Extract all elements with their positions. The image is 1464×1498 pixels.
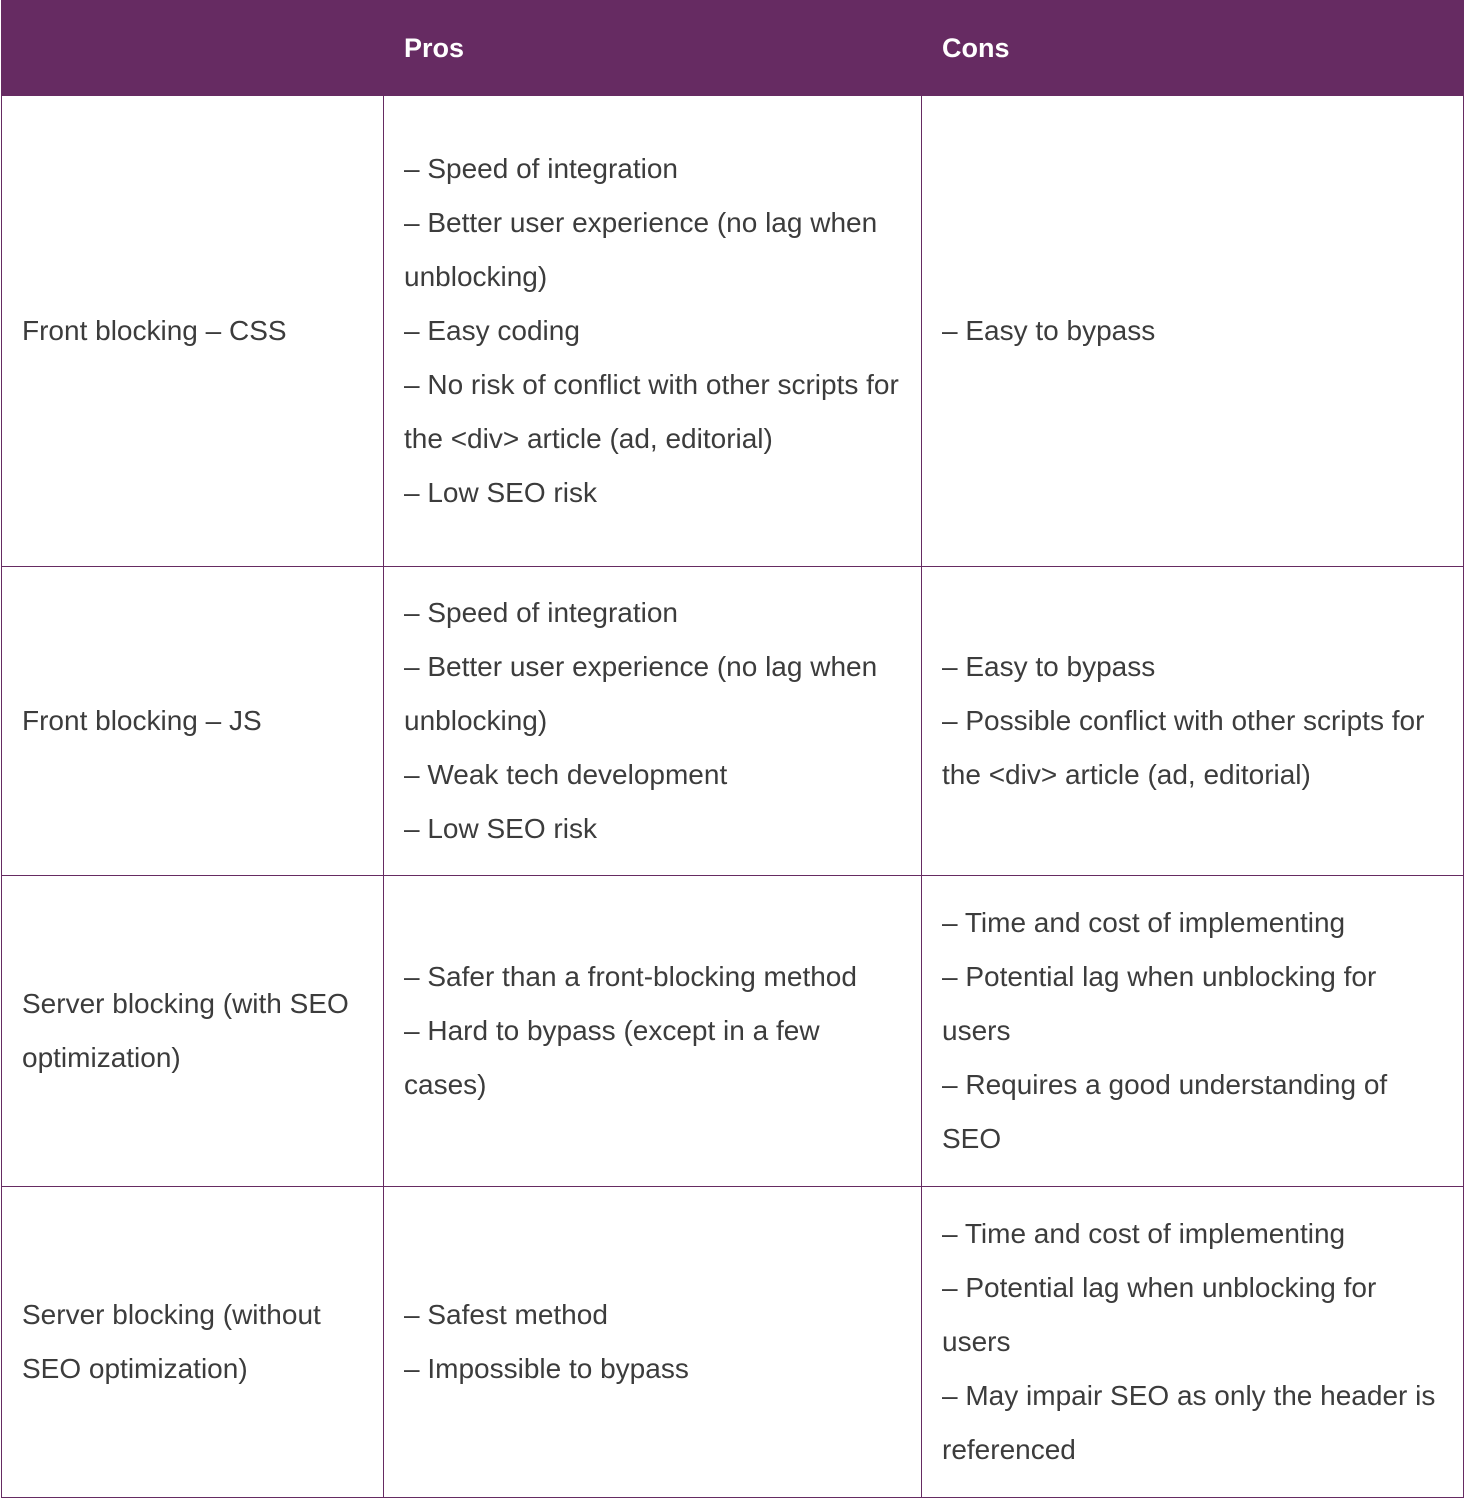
table-row [2,1187,1464,1498]
table-row [2,96,1464,567]
pros-item: – Impossible to bypass [404,1353,689,1384]
cons-cell [922,96,1464,567]
cons-cell [922,567,1464,876]
pros-item: – Better user experience (no lag when unblocking) [404,207,878,292]
method-cell: Server blocking (with SEO optimization) [2,876,384,1187]
header-cons: Cons [922,1,1464,96]
pros-cell [384,876,922,1187]
pros-item: – Easy coding [404,315,580,346]
pros-item: – Safest method [404,1299,608,1330]
header-method [2,1,384,96]
pros-cell [384,1187,922,1498]
cons-item: – Potential lag when unblocking for users [942,1272,1377,1357]
cons-item: – Potential lag when unblocking for users [942,961,1377,1046]
pros-item: – Low SEO risk [404,477,597,508]
cons-item: – Time and cost of implementing [942,907,1346,938]
pros-item: – No risk of conflict with other scripts for the <div> article (ad, editorial) [404,369,899,454]
pros-item: – Safer than a front-blocking method [404,961,857,992]
cons-cell [922,1187,1464,1498]
pros-item: – Speed of integration [404,153,678,184]
method-cell: Server blocking (without SEO optimization) [2,1187,384,1498]
cons-item: – Requires a good understanding of SEO [942,1069,1388,1154]
cons-item: – Easy to bypass [942,651,1156,682]
cons-item: – Possible conflict with other scripts for the <div> article (ad, editorial) [942,705,1425,790]
comparison-table [1,0,1464,1498]
table-row [2,876,1464,1187]
pros-cell [384,567,922,876]
cons-cell [922,876,1464,1187]
pros-item: – Speed of integration [404,597,678,628]
cons-item: – May impair SEO as only the header is referenced [942,1380,1436,1465]
method-cell: Front blocking – JS [2,567,384,876]
method-cell: Front blocking – CSS [2,96,384,567]
pros-item: – Weak tech development [404,759,728,790]
pros-cell [384,96,922,567]
pros-item: – Better user experience (no lag when unblocking) [404,651,878,736]
header-pros: Pros [384,1,922,96]
header-row [2,1,1464,96]
pros-item: – Low SEO risk [404,813,597,844]
table-row [2,567,1464,876]
pros-item: – Hard to bypass (except in a few cases) [404,1015,820,1100]
cons-item: – Easy to bypass [942,315,1156,346]
cons-item: – Time and cost of implementing [942,1218,1346,1249]
